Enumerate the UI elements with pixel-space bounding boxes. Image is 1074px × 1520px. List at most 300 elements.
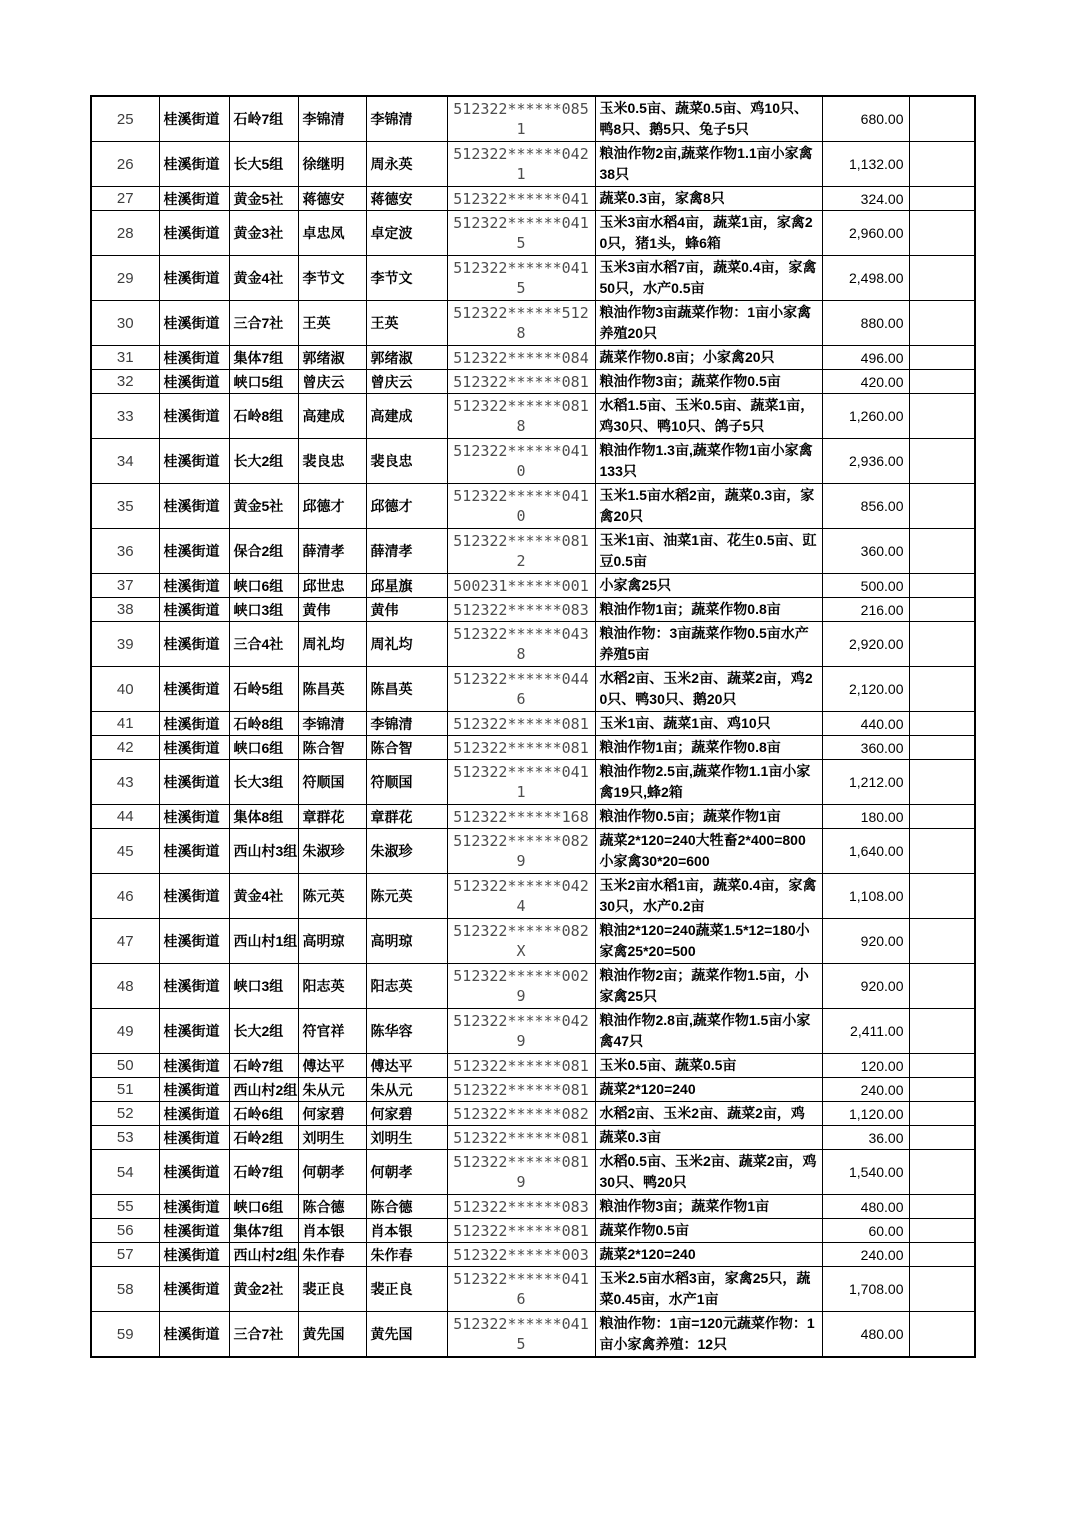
cell-street: 桂溪街道 bbox=[159, 1312, 229, 1358]
cell-declarer-name: 周礼均 bbox=[298, 622, 366, 667]
cell-id-number: 512322******044 6 bbox=[447, 667, 595, 712]
table-row bbox=[91, 1150, 975, 1195]
cell-street: 桂溪街道 bbox=[159, 187, 229, 211]
cell-blank bbox=[909, 964, 975, 1009]
cell-street: 桂溪街道 bbox=[159, 805, 229, 829]
cell-payee-name: 朱从元 bbox=[366, 1078, 447, 1102]
cell-id-number: 512322******084 bbox=[447, 346, 595, 370]
cell-index: 50 bbox=[91, 1054, 159, 1078]
cell-index: 58 bbox=[91, 1267, 159, 1312]
table-row bbox=[91, 211, 975, 256]
cell-street: 桂溪街道 bbox=[159, 1078, 229, 1102]
cell-payee-name: 曾庆云 bbox=[366, 370, 447, 394]
cell-id-number: 512322******081 2 bbox=[447, 529, 595, 574]
cell-group: 长大5组 bbox=[229, 142, 298, 187]
cell-street: 桂溪街道 bbox=[159, 346, 229, 370]
cell-blank bbox=[909, 829, 975, 874]
cell-production-desc: 粮油2*120=240蔬菜1.5*12=180小家禽25*20=500 bbox=[595, 919, 822, 964]
cell-production-desc: 粮油作物2亩；蔬菜作物1.5亩，小家禽25只 bbox=[595, 964, 822, 1009]
cell-declarer-name: 高建成 bbox=[298, 394, 366, 439]
cell-id-number: 512322******081 bbox=[447, 1078, 595, 1102]
cell-payee-name: 裴正良 bbox=[366, 1267, 447, 1312]
cell-blank bbox=[909, 529, 975, 574]
cell-street: 桂溪街道 bbox=[159, 394, 229, 439]
cell-group: 石岭5组 bbox=[229, 667, 298, 712]
cell-declarer-name: 邱世忠 bbox=[298, 574, 366, 598]
cell-production-desc: 玉米1亩、油菜1亩、花生0.5亩、豇豆0.5亩 bbox=[595, 529, 822, 574]
cell-group: 保合2组 bbox=[229, 529, 298, 574]
table-row bbox=[91, 484, 975, 529]
cell-group: 石岭8组 bbox=[229, 712, 298, 736]
cell-amount: 1,212.00 bbox=[822, 760, 909, 805]
cell-payee-name: 陈合德 bbox=[366, 1195, 447, 1219]
cell-declarer-name: 邱德才 bbox=[298, 484, 366, 529]
cell-id-number: 512322******041 6 bbox=[447, 1267, 595, 1312]
table-row bbox=[91, 529, 975, 574]
cell-street: 桂溪街道 bbox=[159, 598, 229, 622]
cell-street: 桂溪街道 bbox=[159, 1150, 229, 1195]
cell-group: 西山村2组 bbox=[229, 1243, 298, 1267]
cell-amount: 1,708.00 bbox=[822, 1267, 909, 1312]
cell-payee-name: 刘明生 bbox=[366, 1126, 447, 1150]
cell-id-number: 512322******168 bbox=[447, 805, 595, 829]
cell-street: 桂溪街道 bbox=[159, 829, 229, 874]
cell-declarer-name: 何家碧 bbox=[298, 1102, 366, 1126]
cell-id-number: 512322******085 1 bbox=[447, 96, 595, 142]
cell-blank bbox=[909, 1312, 975, 1358]
cell-id-number: 512322******041 5 bbox=[447, 1312, 595, 1358]
cell-production-desc: 蔬菜2*120=240 bbox=[595, 1243, 822, 1267]
cell-street: 桂溪街道 bbox=[159, 874, 229, 919]
cell-payee-name: 邱德才 bbox=[366, 484, 447, 529]
table-row bbox=[91, 712, 975, 736]
cell-declarer-name: 李锦清 bbox=[298, 96, 366, 142]
cell-amount: 324.00 bbox=[822, 187, 909, 211]
cell-payee-name: 黄先国 bbox=[366, 1312, 447, 1358]
cell-production-desc: 粮油作物2亩,蔬菜作物1.1亩小家禽38只 bbox=[595, 142, 822, 187]
cell-id-number: 500231******001 bbox=[447, 574, 595, 598]
cell-amount: 2,411.00 bbox=[822, 1009, 909, 1054]
cell-payee-name: 邱星旗 bbox=[366, 574, 447, 598]
table-row bbox=[91, 667, 975, 712]
table-row bbox=[91, 919, 975, 964]
cell-index: 44 bbox=[91, 805, 159, 829]
cell-group: 黄金3社 bbox=[229, 211, 298, 256]
cell-group: 西山村3组 bbox=[229, 829, 298, 874]
cell-id-number: 512322******041 bbox=[447, 187, 595, 211]
cell-blank bbox=[909, 1195, 975, 1219]
cell-index: 39 bbox=[91, 622, 159, 667]
cell-street: 桂溪街道 bbox=[159, 1267, 229, 1312]
table-row bbox=[91, 1102, 975, 1126]
cell-amount: 1,260.00 bbox=[822, 394, 909, 439]
cell-blank bbox=[909, 874, 975, 919]
cell-street: 桂溪街道 bbox=[159, 1219, 229, 1243]
cell-index: 33 bbox=[91, 394, 159, 439]
cell-index: 49 bbox=[91, 1009, 159, 1054]
cell-id-number: 512322******041 0 bbox=[447, 484, 595, 529]
cell-declarer-name: 朱作春 bbox=[298, 1243, 366, 1267]
cell-payee-name: 朱淑珍 bbox=[366, 829, 447, 874]
cell-amount: 1,132.00 bbox=[822, 142, 909, 187]
cell-production-desc: 蔬菜0.3亩 bbox=[595, 1126, 822, 1150]
cell-id-number: 512322******083 bbox=[447, 598, 595, 622]
table-row bbox=[91, 1312, 975, 1358]
cell-group: 集体8组 bbox=[229, 805, 298, 829]
cell-declarer-name: 李节文 bbox=[298, 256, 366, 301]
cell-amount: 60.00 bbox=[822, 1219, 909, 1243]
table-row bbox=[91, 394, 975, 439]
cell-group: 长大3组 bbox=[229, 760, 298, 805]
cell-amount: 920.00 bbox=[822, 919, 909, 964]
cell-street: 桂溪街道 bbox=[159, 736, 229, 760]
cell-street: 桂溪街道 bbox=[159, 1009, 229, 1054]
cell-amount: 2,960.00 bbox=[822, 211, 909, 256]
cell-declarer-name: 黄先国 bbox=[298, 1312, 366, 1358]
cell-id-number: 512322******002 9 bbox=[447, 964, 595, 1009]
cell-group: 集体7组 bbox=[229, 1219, 298, 1243]
cell-index: 59 bbox=[91, 1312, 159, 1358]
cell-production-desc: 粮油作物2.5亩,蔬菜作物1.1亩小家禽19只,蜂2箱 bbox=[595, 760, 822, 805]
table-row bbox=[91, 301, 975, 346]
table-row bbox=[91, 1195, 975, 1219]
cell-group: 黄金2社 bbox=[229, 1267, 298, 1312]
cell-amount: 480.00 bbox=[822, 1195, 909, 1219]
cell-blank bbox=[909, 574, 975, 598]
cell-id-number: 512322******082 9 bbox=[447, 829, 595, 874]
cell-declarer-name: 肖本银 bbox=[298, 1219, 366, 1243]
cell-declarer-name: 黄伟 bbox=[298, 598, 366, 622]
cell-group: 西山村1组 bbox=[229, 919, 298, 964]
cell-production-desc: 玉米0.5亩、蔬菜0.5亩 bbox=[595, 1054, 822, 1078]
cell-blank bbox=[909, 1054, 975, 1078]
cell-payee-name: 郭绪淑 bbox=[366, 346, 447, 370]
cell-id-number: 512322******081 bbox=[447, 736, 595, 760]
table-row bbox=[91, 964, 975, 1009]
cell-payee-name: 何家碧 bbox=[366, 1102, 447, 1126]
cell-index: 40 bbox=[91, 667, 159, 712]
cell-blank bbox=[909, 301, 975, 346]
cell-index: 32 bbox=[91, 370, 159, 394]
cell-index: 52 bbox=[91, 1102, 159, 1126]
cell-blank bbox=[909, 1219, 975, 1243]
cell-amount: 420.00 bbox=[822, 370, 909, 394]
cell-group: 长大2组 bbox=[229, 439, 298, 484]
cell-street: 桂溪街道 bbox=[159, 622, 229, 667]
cell-production-desc: 粮油作物3亩；蔬菜作物1亩 bbox=[595, 1195, 822, 1219]
cell-id-number: 512322******081 bbox=[447, 1219, 595, 1243]
cell-declarer-name: 朱从元 bbox=[298, 1078, 366, 1102]
cell-index: 25 bbox=[91, 96, 159, 142]
cell-street: 桂溪街道 bbox=[159, 211, 229, 256]
cell-id-number: 512322******042 4 bbox=[447, 874, 595, 919]
cell-payee-name: 陈昌英 bbox=[366, 667, 447, 712]
cell-index: 38 bbox=[91, 598, 159, 622]
cell-id-number: 512322******041 0 bbox=[447, 439, 595, 484]
cell-group: 黄金5社 bbox=[229, 484, 298, 529]
cell-declarer-name: 陈元英 bbox=[298, 874, 366, 919]
cell-declarer-name: 阳志英 bbox=[298, 964, 366, 1009]
table-row bbox=[91, 829, 975, 874]
cell-amount: 240.00 bbox=[822, 1078, 909, 1102]
cell-blank bbox=[909, 256, 975, 301]
cell-index: 27 bbox=[91, 187, 159, 211]
cell-production-desc: 水稻0.5亩、玉米2亩、蔬菜2亩，鸡30只、鸭20只 bbox=[595, 1150, 822, 1195]
cell-group: 峡口6组 bbox=[229, 574, 298, 598]
cell-blank bbox=[909, 187, 975, 211]
table-row bbox=[91, 805, 975, 829]
table-row bbox=[91, 187, 975, 211]
cell-index: 51 bbox=[91, 1078, 159, 1102]
cell-payee-name: 卓定波 bbox=[366, 211, 447, 256]
cell-declarer-name: 刘明生 bbox=[298, 1126, 366, 1150]
cell-production-desc: 玉米0.5亩、蔬菜0.5亩、鸡10只、鸭8只、鹅5只、兔子5只 bbox=[595, 96, 822, 142]
cell-street: 桂溪街道 bbox=[159, 1126, 229, 1150]
cell-payee-name: 高建成 bbox=[366, 394, 447, 439]
cell-amount: 240.00 bbox=[822, 1243, 909, 1267]
cell-group: 黄金4社 bbox=[229, 256, 298, 301]
cell-id-number: 512322******081 bbox=[447, 1054, 595, 1078]
cell-index: 28 bbox=[91, 211, 159, 256]
cell-id-number: 512322******081 bbox=[447, 1126, 595, 1150]
cell-street: 桂溪街道 bbox=[159, 370, 229, 394]
table-row bbox=[91, 574, 975, 598]
cell-amount: 180.00 bbox=[822, 805, 909, 829]
cell-blank bbox=[909, 370, 975, 394]
cell-amount: 680.00 bbox=[822, 96, 909, 142]
table-row bbox=[91, 1054, 975, 1078]
cell-street: 桂溪街道 bbox=[159, 142, 229, 187]
cell-amount: 856.00 bbox=[822, 484, 909, 529]
cell-declarer-name: 陈昌英 bbox=[298, 667, 366, 712]
cell-production-desc: 粮油作物0.5亩；蔬菜作物1亩 bbox=[595, 805, 822, 829]
cell-production-desc: 玉米1.5亩水稻2亩，蔬菜0.3亩，家禽20只 bbox=[595, 484, 822, 529]
cell-amount: 496.00 bbox=[822, 346, 909, 370]
cell-id-number: 512322******082 X bbox=[447, 919, 595, 964]
cell-payee-name: 黄伟 bbox=[366, 598, 447, 622]
cell-declarer-name: 薛清孝 bbox=[298, 529, 366, 574]
cell-street: 桂溪街道 bbox=[159, 439, 229, 484]
cell-production-desc: 粮油作物1亩；蔬菜作物0.8亩 bbox=[595, 598, 822, 622]
cell-index: 47 bbox=[91, 919, 159, 964]
cell-index: 53 bbox=[91, 1126, 159, 1150]
cell-payee-name: 陈元英 bbox=[366, 874, 447, 919]
cell-payee-name: 薛清孝 bbox=[366, 529, 447, 574]
cell-amount: 480.00 bbox=[822, 1312, 909, 1358]
cell-payee-name: 周礼均 bbox=[366, 622, 447, 667]
cell-group: 黄金4社 bbox=[229, 874, 298, 919]
cell-payee-name: 符顺国 bbox=[366, 760, 447, 805]
cell-declarer-name: 郭绪淑 bbox=[298, 346, 366, 370]
cell-id-number: 512322******041 5 bbox=[447, 256, 595, 301]
cell-blank bbox=[909, 211, 975, 256]
table-row bbox=[91, 370, 975, 394]
cell-id-number: 512322******081 bbox=[447, 370, 595, 394]
cell-group: 石岭7组 bbox=[229, 1054, 298, 1078]
cell-amount: 1,108.00 bbox=[822, 874, 909, 919]
cell-index: 54 bbox=[91, 1150, 159, 1195]
cell-group: 石岭7组 bbox=[229, 1150, 298, 1195]
cell-street: 桂溪街道 bbox=[159, 301, 229, 346]
table-row bbox=[91, 1078, 975, 1102]
cell-production-desc: 玉米2亩水稻1亩，蔬菜0.4亩，家禽30只，水产0.2亩 bbox=[595, 874, 822, 919]
cell-production-desc: 蔬菜作物0.5亩 bbox=[595, 1219, 822, 1243]
cell-id-number: 512322******003 bbox=[447, 1243, 595, 1267]
cell-production-desc: 蔬菜2*120=240大牲畜2*400=800小家禽30*20=600 bbox=[595, 829, 822, 874]
cell-street: 桂溪街道 bbox=[159, 919, 229, 964]
cell-id-number: 512322******082 bbox=[447, 1102, 595, 1126]
cell-amount: 1,640.00 bbox=[822, 829, 909, 874]
cell-index: 31 bbox=[91, 346, 159, 370]
cell-declarer-name: 曾庆云 bbox=[298, 370, 366, 394]
cell-declarer-name: 朱淑珍 bbox=[298, 829, 366, 874]
cell-amount: 1,540.00 bbox=[822, 1150, 909, 1195]
cell-declarer-name: 高明琼 bbox=[298, 919, 366, 964]
cell-amount: 920.00 bbox=[822, 964, 909, 1009]
cell-declarer-name: 蒋德安 bbox=[298, 187, 366, 211]
cell-id-number: 512322******043 8 bbox=[447, 622, 595, 667]
cell-index: 45 bbox=[91, 829, 159, 874]
table-row bbox=[91, 142, 975, 187]
cell-index: 26 bbox=[91, 142, 159, 187]
cell-production-desc: 粮油作物2.8亩,蔬菜作物1.5亩小家禽47只 bbox=[595, 1009, 822, 1054]
cell-declarer-name: 李锦清 bbox=[298, 712, 366, 736]
cell-group: 西山村2组 bbox=[229, 1078, 298, 1102]
cell-street: 桂溪街道 bbox=[159, 256, 229, 301]
cell-declarer-name: 陈合德 bbox=[298, 1195, 366, 1219]
cell-group: 峡口6组 bbox=[229, 1195, 298, 1219]
cell-street: 桂溪街道 bbox=[159, 484, 229, 529]
cell-production-desc: 蔬菜作物0.8亩；小家禽20只 bbox=[595, 346, 822, 370]
cell-index: 56 bbox=[91, 1219, 159, 1243]
cell-declarer-name: 卓忠凤 bbox=[298, 211, 366, 256]
cell-index: 34 bbox=[91, 439, 159, 484]
cell-blank bbox=[909, 96, 975, 142]
cell-payee-name: 李节文 bbox=[366, 256, 447, 301]
cell-group: 长大2组 bbox=[229, 1009, 298, 1054]
cell-production-desc: 玉米2.5亩水稻3亩，家禽25只，蔬菜0.45亩，水产1亩 bbox=[595, 1267, 822, 1312]
table-row bbox=[91, 598, 975, 622]
cell-street: 桂溪街道 bbox=[159, 964, 229, 1009]
cell-amount: 216.00 bbox=[822, 598, 909, 622]
cell-id-number: 512322******081 bbox=[447, 712, 595, 736]
cell-index: 48 bbox=[91, 964, 159, 1009]
cell-production-desc: 粮油作物1.3亩,蔬菜作物1亩小家禽133只 bbox=[595, 439, 822, 484]
cell-group: 石岭2组 bbox=[229, 1126, 298, 1150]
cell-street: 桂溪街道 bbox=[159, 760, 229, 805]
cell-street: 桂溪街道 bbox=[159, 529, 229, 574]
cell-blank bbox=[909, 484, 975, 529]
cell-declarer-name: 符顺国 bbox=[298, 760, 366, 805]
cell-production-desc: 粮油作物：1亩=120元蔬菜作物：1亩小家禽养殖：12只 bbox=[595, 1312, 822, 1358]
cell-group: 石岭8组 bbox=[229, 394, 298, 439]
cell-production-desc: 玉米3亩水稻4亩，蔬菜1亩，家禽20只，猪1头，蜂6箱 bbox=[595, 211, 822, 256]
cell-payee-name: 肖本银 bbox=[366, 1219, 447, 1243]
cell-declarer-name: 陈合智 bbox=[298, 736, 366, 760]
table-row bbox=[91, 760, 975, 805]
table-row bbox=[91, 1219, 975, 1243]
cell-street: 桂溪街道 bbox=[159, 574, 229, 598]
cell-payee-name: 王英 bbox=[366, 301, 447, 346]
records-tbody bbox=[91, 96, 975, 1357]
cell-blank bbox=[909, 598, 975, 622]
cell-payee-name: 李锦清 bbox=[366, 712, 447, 736]
cell-payee-name: 周永英 bbox=[366, 142, 447, 187]
cell-blank bbox=[909, 667, 975, 712]
cell-id-number: 512322******041 1 bbox=[447, 760, 595, 805]
cell-amount: 2,936.00 bbox=[822, 439, 909, 484]
cell-index: 42 bbox=[91, 736, 159, 760]
cell-id-number: 512322******081 9 bbox=[447, 1150, 595, 1195]
cell-production-desc: 粮油作物：3亩蔬菜作物0.5亩水产养殖5亩 bbox=[595, 622, 822, 667]
cell-index: 37 bbox=[91, 574, 159, 598]
cell-amount: 2,498.00 bbox=[822, 256, 909, 301]
cell-blank bbox=[909, 394, 975, 439]
cell-blank bbox=[909, 439, 975, 484]
cell-declarer-name: 符官祥 bbox=[298, 1009, 366, 1054]
cell-blank bbox=[909, 805, 975, 829]
cell-production-desc: 水稻1.5亩、玉米0.5亩、蔬菜1亩，鸡30只、鸭10只、鸽子5只 bbox=[595, 394, 822, 439]
cell-blank bbox=[909, 1126, 975, 1150]
records-table bbox=[90, 95, 976, 1358]
cell-blank bbox=[909, 1102, 975, 1126]
table-row bbox=[91, 346, 975, 370]
cell-blank bbox=[909, 736, 975, 760]
cell-payee-name: 蒋德安 bbox=[366, 187, 447, 211]
cell-blank bbox=[909, 1078, 975, 1102]
cell-id-number: 512322******042 9 bbox=[447, 1009, 595, 1054]
cell-id-number: 512322******041 5 bbox=[447, 211, 595, 256]
cell-index: 55 bbox=[91, 1195, 159, 1219]
cell-blank bbox=[909, 760, 975, 805]
cell-production-desc: 玉米1亩、蔬菜1亩、鸡10只 bbox=[595, 712, 822, 736]
cell-index: 30 bbox=[91, 301, 159, 346]
table-row bbox=[91, 622, 975, 667]
cell-amount: 2,920.00 bbox=[822, 622, 909, 667]
table-row bbox=[91, 1126, 975, 1150]
cell-blank bbox=[909, 1009, 975, 1054]
cell-production-desc: 粮油作物3亩；蔬菜作物0.5亩 bbox=[595, 370, 822, 394]
cell-amount: 440.00 bbox=[822, 712, 909, 736]
cell-amount: 2,120.00 bbox=[822, 667, 909, 712]
cell-blank bbox=[909, 622, 975, 667]
cell-amount: 36.00 bbox=[822, 1126, 909, 1150]
cell-blank bbox=[909, 142, 975, 187]
table-row bbox=[91, 96, 975, 142]
cell-blank bbox=[909, 712, 975, 736]
cell-declarer-name: 徐继明 bbox=[298, 142, 366, 187]
table-row bbox=[91, 439, 975, 484]
cell-payee-name: 李锦清 bbox=[366, 96, 447, 142]
cell-id-number: 512322******081 8 bbox=[447, 394, 595, 439]
cell-payee-name: 陈华容 bbox=[366, 1009, 447, 1054]
cell-blank bbox=[909, 1150, 975, 1195]
cell-declarer-name: 何朝孝 bbox=[298, 1150, 366, 1195]
cell-index: 29 bbox=[91, 256, 159, 301]
cell-production-desc: 水稻2亩、玉米2亩、蔬菜2亩，鸡20只、鸭30只、鹅20只 bbox=[595, 667, 822, 712]
cell-amount: 880.00 bbox=[822, 301, 909, 346]
cell-index: 36 bbox=[91, 529, 159, 574]
cell-index: 46 bbox=[91, 874, 159, 919]
cell-street: 桂溪街道 bbox=[159, 712, 229, 736]
cell-amount: 1,120.00 bbox=[822, 1102, 909, 1126]
cell-street: 桂溪街道 bbox=[159, 1243, 229, 1267]
cell-index: 41 bbox=[91, 712, 159, 736]
table-row bbox=[91, 256, 975, 301]
cell-payee-name: 何朝孝 bbox=[366, 1150, 447, 1195]
cell-amount: 360.00 bbox=[822, 529, 909, 574]
cell-blank bbox=[909, 1243, 975, 1267]
